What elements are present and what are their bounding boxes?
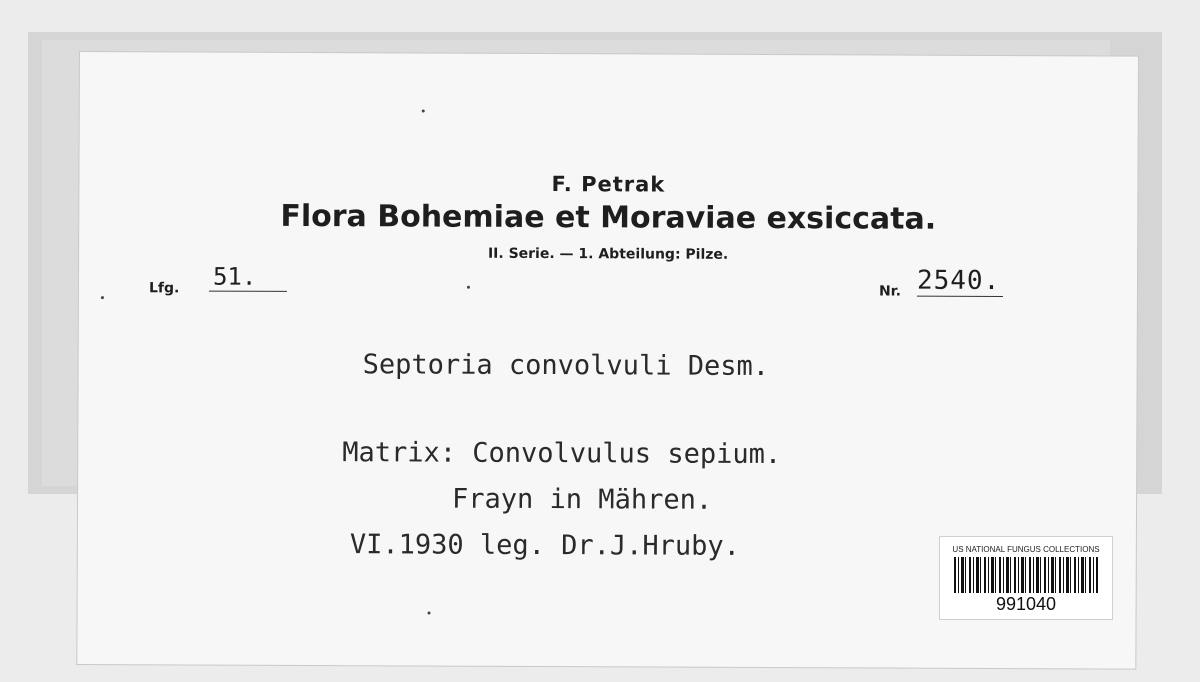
barcode-number: 991040 [995,594,1057,614]
barcode-caption: US NATIONAL FUNGUS COLLECTIONS [952,545,1100,554]
barcode-sticker [940,537,1112,619]
barcode-icon [954,557,1098,593]
nr-value: 2540. [917,266,1003,297]
date-collector-line: VI.1930 leg. Dr.J.Hruby. [349,529,741,562]
speck [101,296,104,299]
author-name: F. Petrak [551,172,666,197]
species-name: Septoria convolvuli Desm. [362,349,770,383]
locality-line: Frayn in Mähren. [451,483,713,516]
speck [422,109,425,112]
matrix-line: Matrix: Convolvulus sepium. [342,437,782,471]
series-title: Flora Bohemiae et Moraviae exsiccata. [280,198,937,237]
speck [428,612,431,615]
lfg-value: 51. [209,263,287,292]
subseries-title: II. Serie. — 1. Abteilung: Pilze. [487,245,729,263]
speck [467,286,470,289]
lfg-label: Lfg. [148,280,180,297]
nr-label: Nr. [878,283,901,300]
